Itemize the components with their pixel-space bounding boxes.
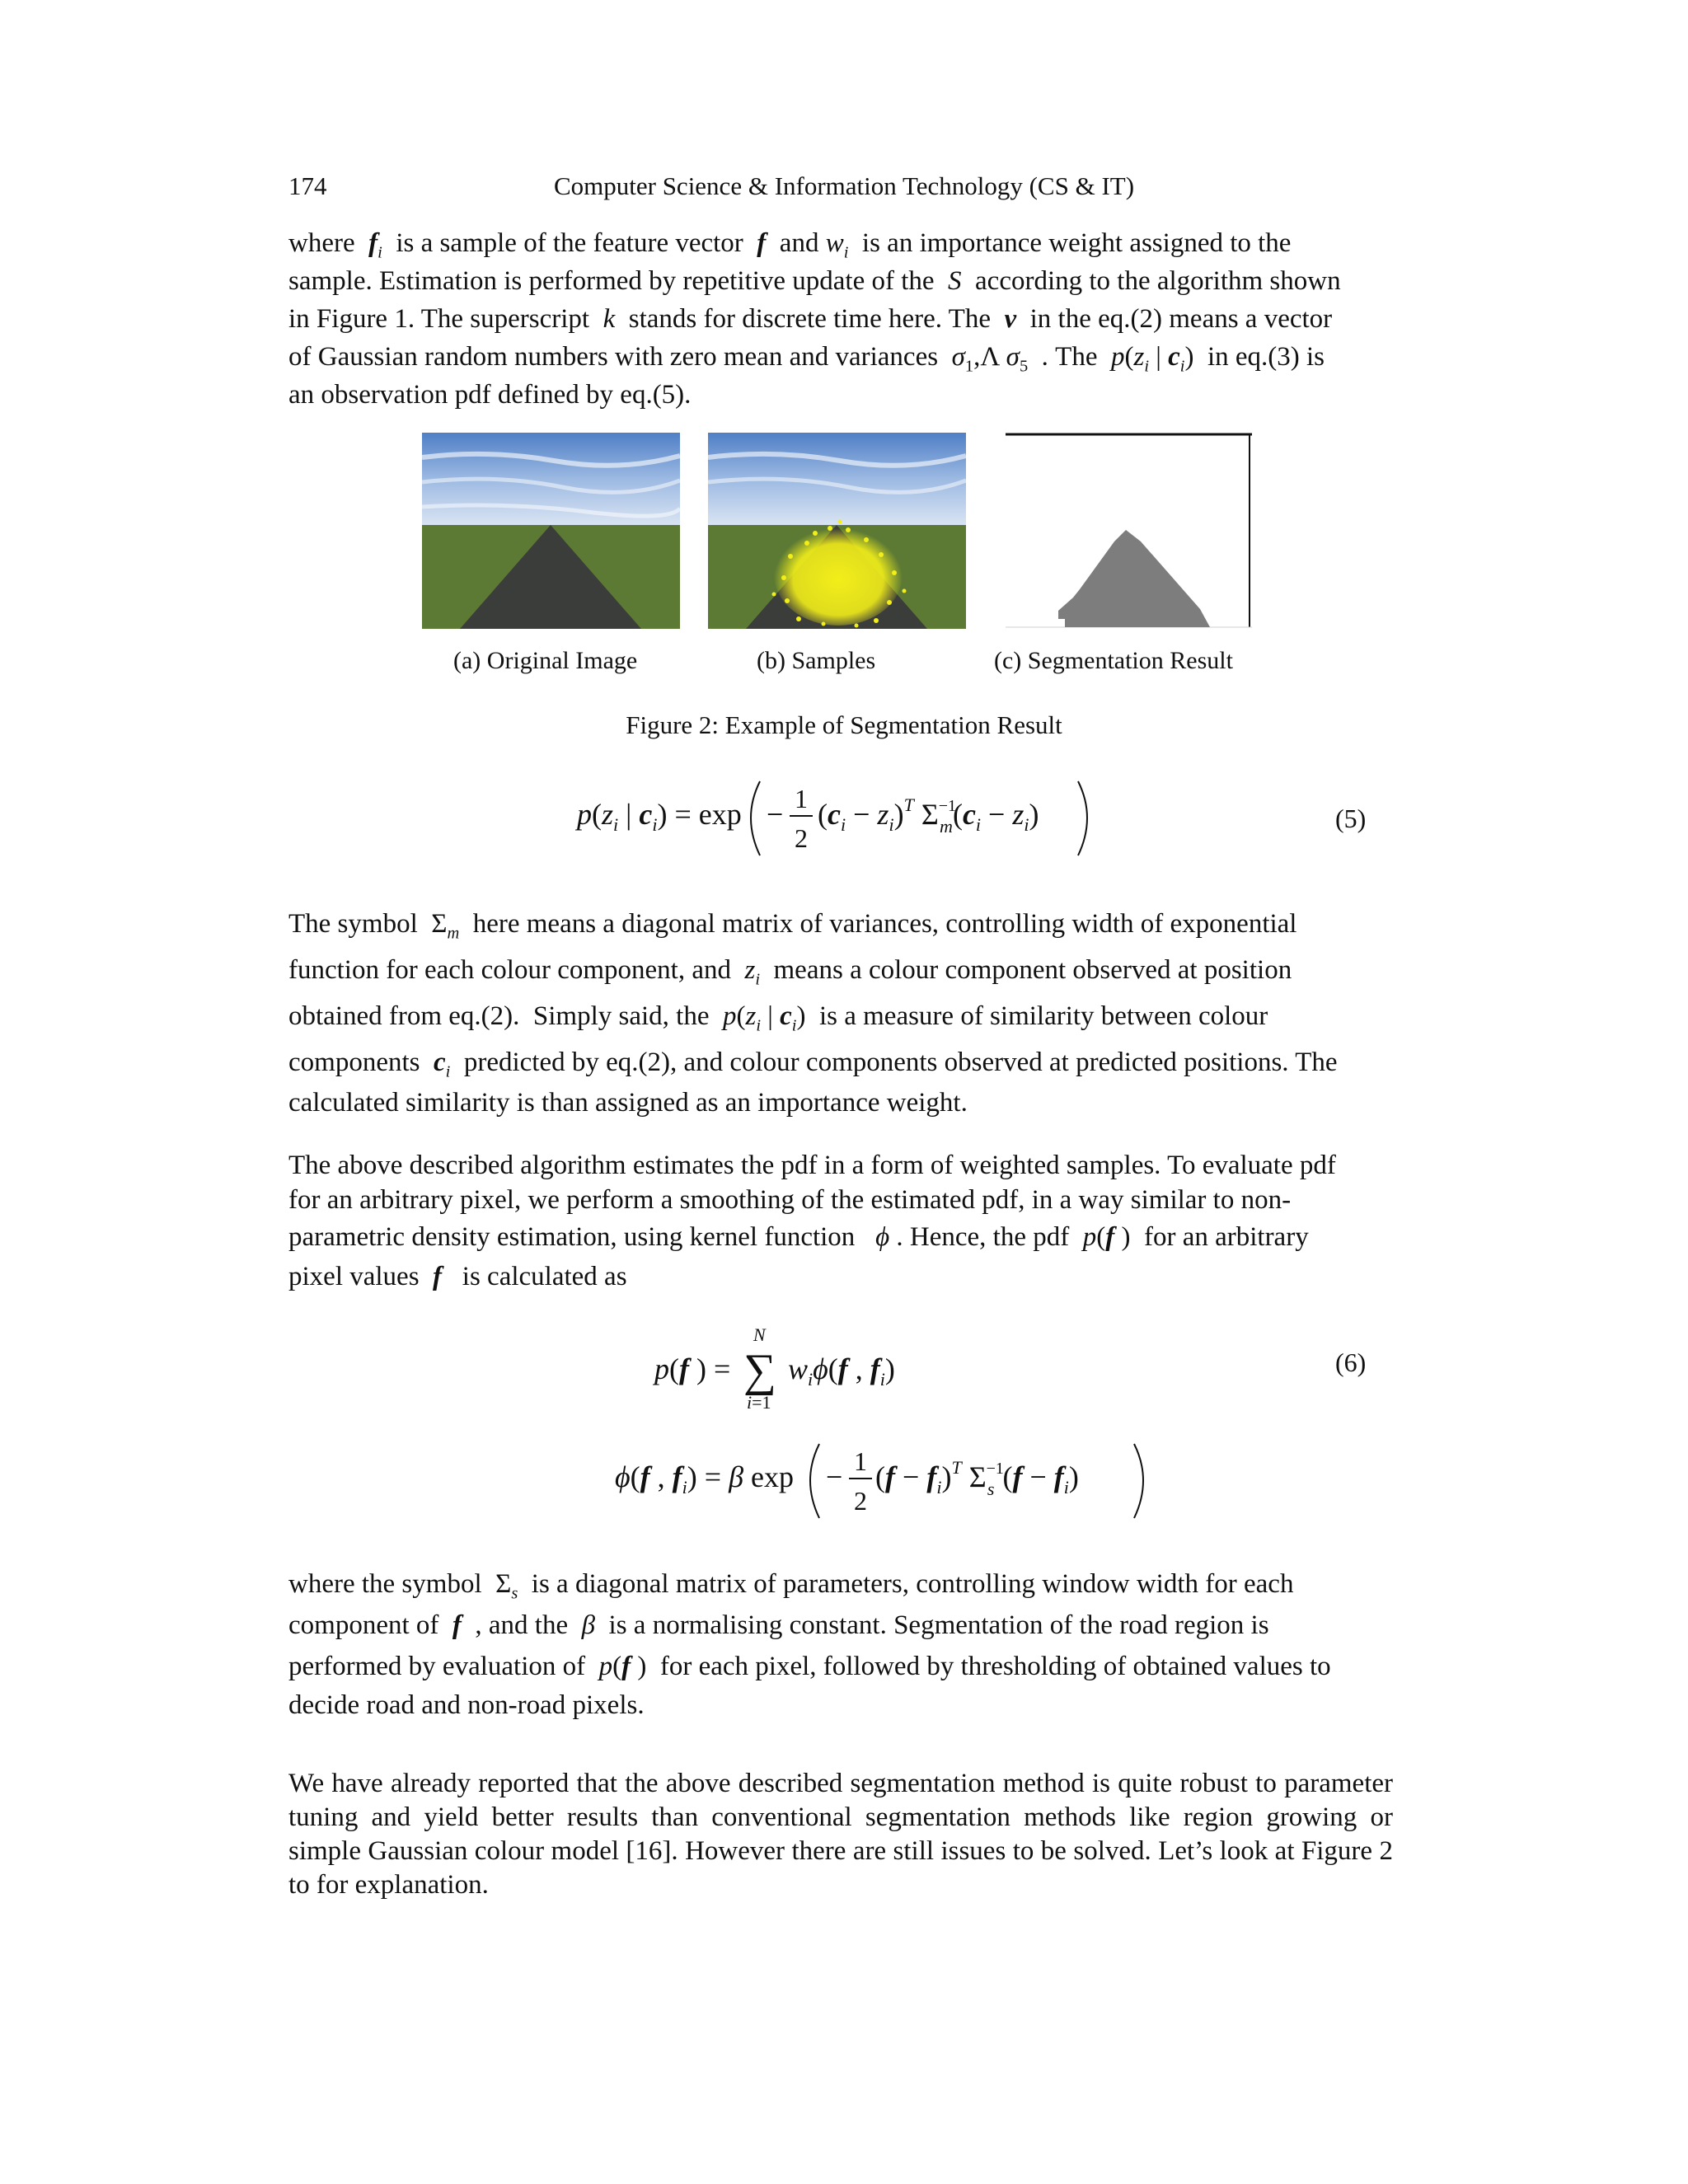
figure-original-image bbox=[422, 433, 680, 629]
p1-line1: where $f_i$ is a sample of the feature vector f and $w_i$ is an importance weight assigned to the bbox=[288, 228, 1292, 262]
p2-line3: obtained from eq.(2). Simply said, the $p(z_i$ | $c_i$) is a measure of similarity between colour bbox=[288, 1001, 1268, 1035]
caption-c: (c) Segmentation Result bbox=[994, 647, 1233, 674]
paragraph-3 bbox=[288, 1148, 1393, 1296]
svg-text:1: 1 bbox=[854, 1446, 867, 1476]
paragraph-1 bbox=[288, 224, 1393, 414]
p2-line1: The symbol $\Sigma_m$ here means a diagonal matrix of variances, controlling width of exponential bbox=[288, 909, 1297, 943]
paragraph-2 bbox=[288, 901, 1393, 1120]
p4-line3: performed by evaluation of p(f ) for each pixel, followed by thresholding of obtained values to bbox=[288, 1652, 1331, 1681]
p3-line1: The above described algorithm estimates the pdf in a form of weighted samples. To evaluate pdf bbox=[288, 1151, 1336, 1180]
svg-text:ϕ(f , fi) = β exp: ϕ(f , $f_i) = \beta$ exp bbox=[615, 1460, 794, 1497]
svg-text:p(f ) =: p(f ) = bbox=[654, 1352, 731, 1385]
p2-line2: function for each colour component, and $z_i$ means a colour component observed at position bbox=[288, 955, 1292, 989]
p3-line4: pixel values f is calculated as bbox=[288, 1262, 627, 1291]
running-header: Computer Science & Information Technology (CS & IT) bbox=[553, 171, 1135, 200]
svg-text:(ci − zi)T Σ−1m(ci − zi): $(c_i - z_i)^T$ $\Sigma^{-1}$ $m(c_i - z_i)$ bbox=[818, 794, 1039, 837]
p3-line2: for an arbitrary pixel, we perform a smoothing of the estimated pdf, in a way similar to non- bbox=[288, 1185, 1292, 1215]
svg-text:−: − bbox=[826, 1460, 843, 1493]
p1-line3: in Figure 1. The superscript k stands for discrete time here. The v in the eq.(2) means a vector bbox=[288, 304, 1333, 334]
equation-6-number: (6) bbox=[1335, 1347, 1367, 1377]
svg-text:i=1: i=1 bbox=[747, 1392, 771, 1413]
svg-text:2: 2 bbox=[795, 823, 808, 853]
figure-segmentation-result bbox=[994, 433, 1252, 629]
equation-5-number: (5) bbox=[1335, 804, 1367, 833]
paragraph-4 bbox=[288, 1563, 1393, 1723]
equation-6 bbox=[651, 1323, 948, 1413]
caption-a: (a) Original Image bbox=[453, 647, 638, 674]
svg-text:2: 2 bbox=[854, 1486, 867, 1516]
figure-samples bbox=[708, 433, 966, 629]
p1-line5: an observation pdf defined by eq.(5). bbox=[288, 380, 692, 410]
figure-title: Figure 2: Example of Segmentation Result bbox=[626, 710, 1062, 739]
caption-b: (b) Samples bbox=[757, 647, 876, 674]
svg-text:1: 1 bbox=[795, 784, 808, 813]
svg-text:−: − bbox=[767, 798, 784, 831]
page-number: 174 bbox=[288, 171, 327, 200]
p1-line4: of Gaussian random numbers with zero mean and variances $\sigma_1,\Lambda$ $\sigma_5$ . The $p(z_i$ | $c_i$) in eq.(3) is bbox=[288, 342, 1325, 376]
svg-text:p(zi | ci) = exp: $p(z_i$ | $c_i) = \exp$ bbox=[577, 798, 742, 835]
equation-5 bbox=[569, 771, 1096, 862]
p1-line2: sample. Estimation is performed by repetitive update of the S according to the algorithm shown bbox=[288, 266, 1341, 296]
p4-line4: decide road and non-road pixels. bbox=[288, 1690, 645, 1720]
equation-kernel bbox=[610, 1434, 1154, 1525]
p3-line3: parametric density estimation, using kernel function ϕ . Hence, the pdf p(f ) for an arbitrary bbox=[288, 1222, 1309, 1252]
svg-text:N: N bbox=[753, 1324, 766, 1345]
p4-line2: component of f , and the β is a normalising constant. Segmentation of the road region is bbox=[288, 1610, 1269, 1640]
p2-line5: calculated similarity is than assigned as an importance weight. bbox=[288, 1088, 968, 1118]
svg-text:(f − fi)T Σ−1s(f − fi): $(f - f_i)^T$ $\Sigma^{-1}$ s $(f - f_i)$ bbox=[875, 1457, 1079, 1499]
paragraph-5: We have already reported that the above described segmentation method is quite robust to parameter tuning and yield better results than conventional segmentation methods like region growing or simple Gaussian colour model [16]. However there are still issues to be solved. Let’s look at Figure 2 to for explanation. bbox=[288, 1769, 1393, 1900]
p4-line1: where the symbol $\Sigma_s$ is a diagonal matrix of parameters, controlling window width for each bbox=[288, 1569, 1294, 1603]
svg-text:wiϕ(f , fi): $w_i\phi(f$ , $f_i$) bbox=[788, 1352, 895, 1390]
svg-text:∑: ∑ bbox=[743, 1345, 776, 1396]
p2-line4: components $c_i$ predicted by eq.(2), and colour components observed at predicted positions. The bbox=[288, 1047, 1338, 1081]
